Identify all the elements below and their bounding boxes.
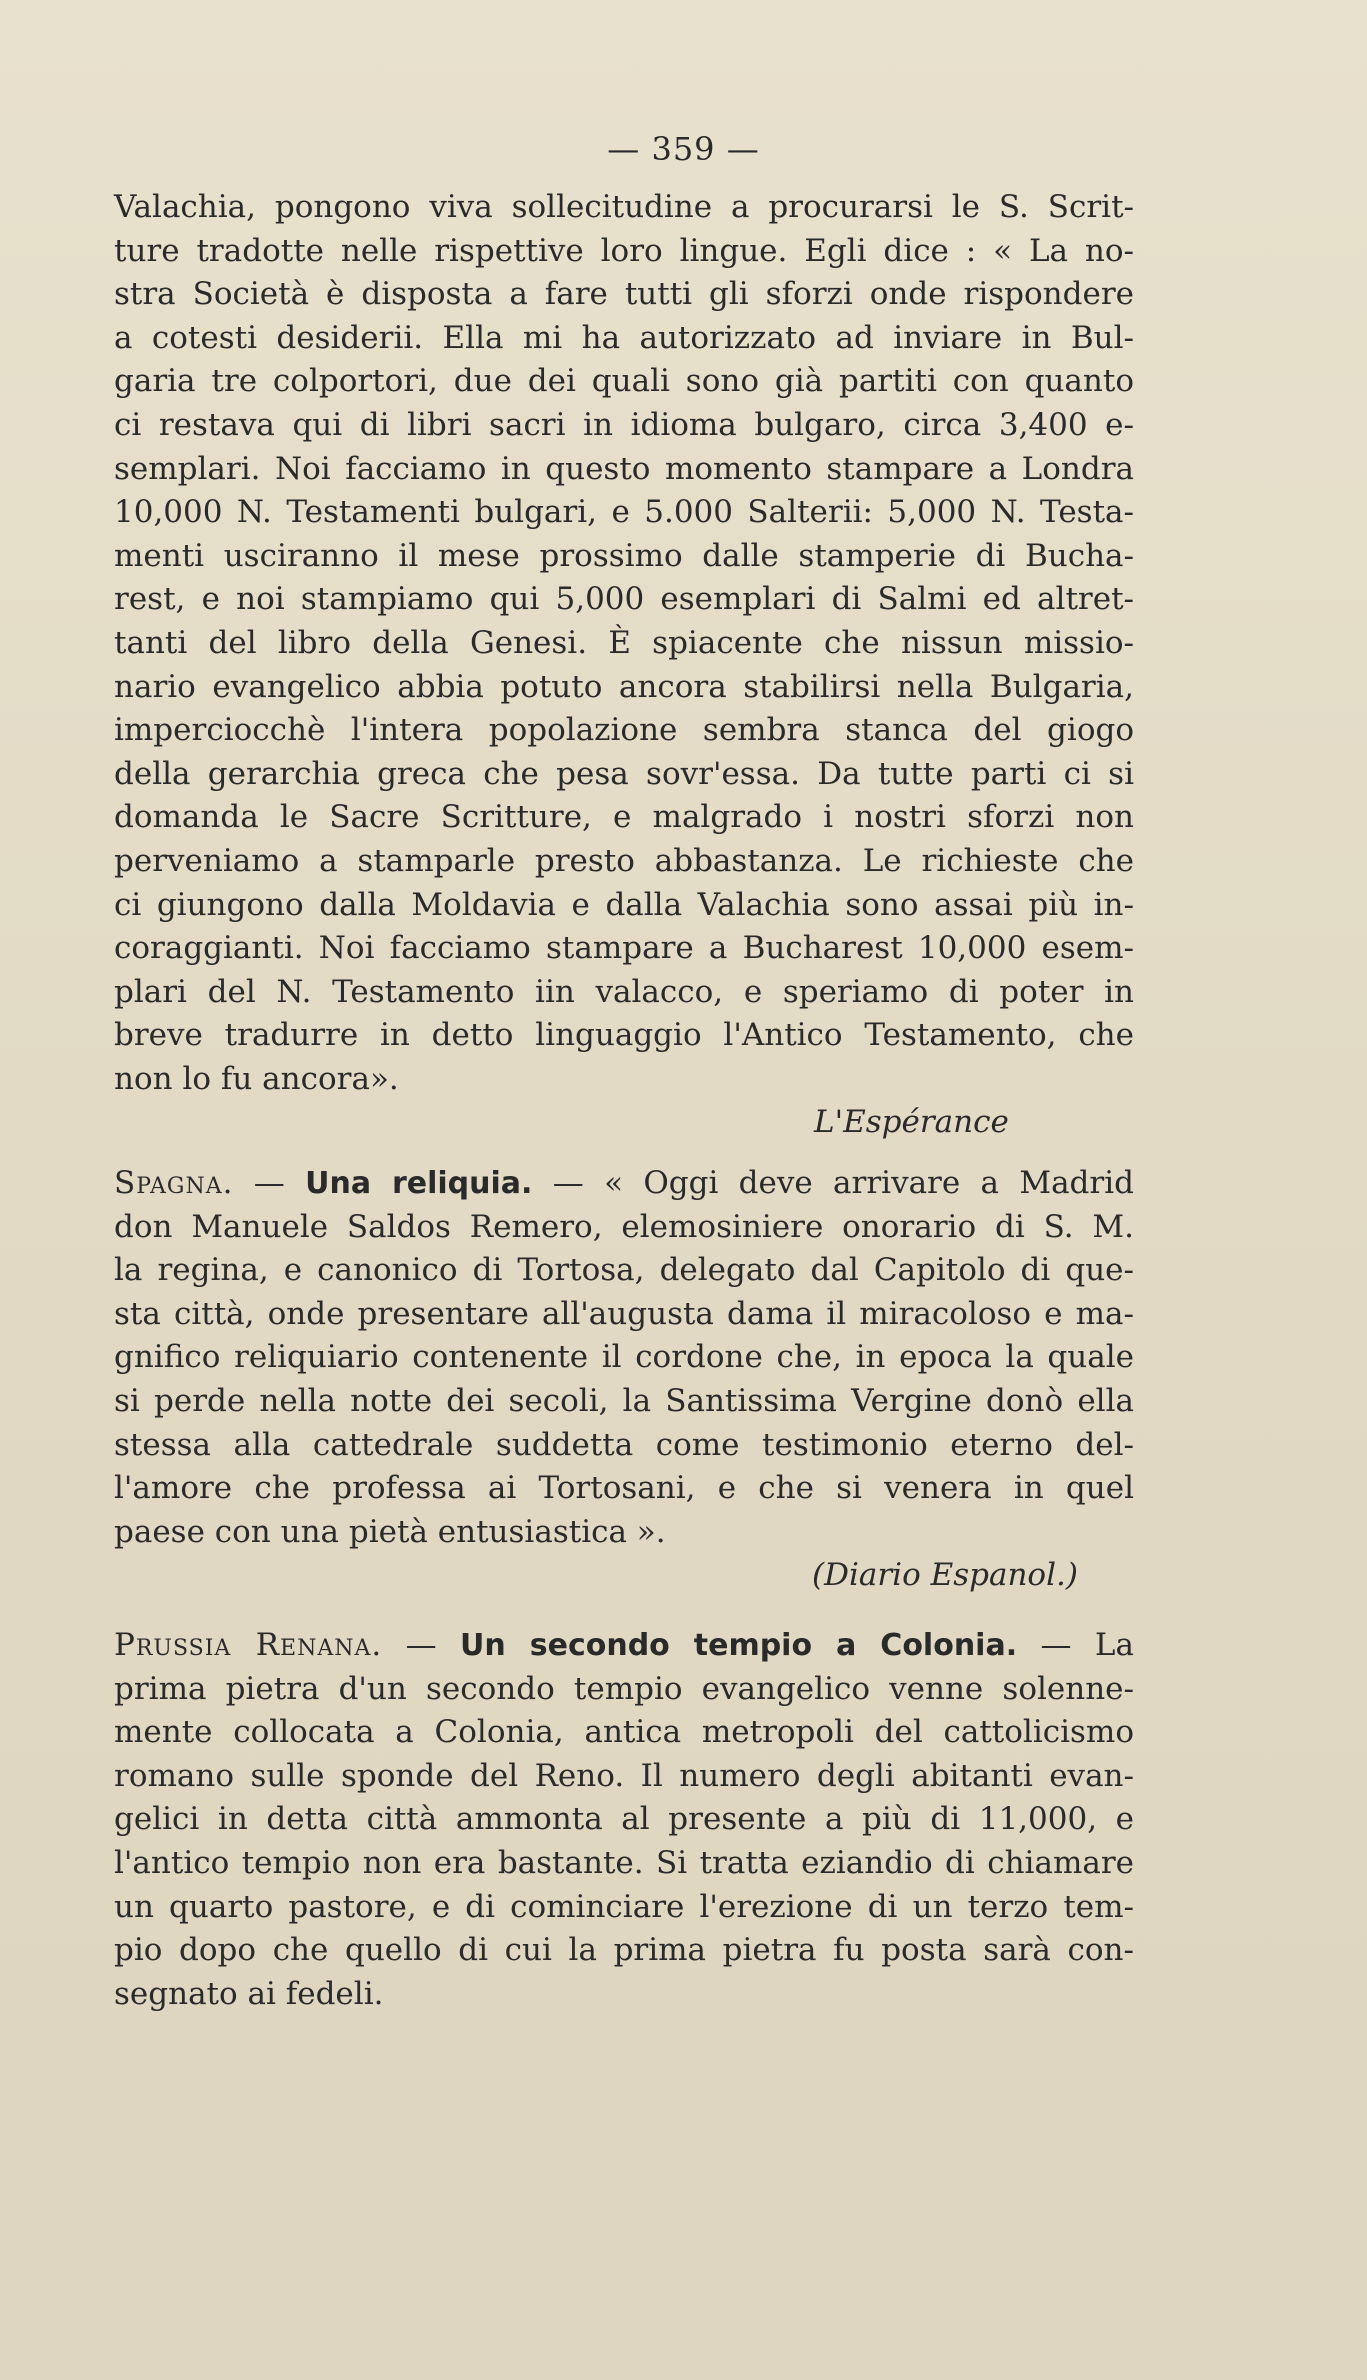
text-line: sta città, onde presentare all'augusta dama il miracoloso e ma- xyxy=(114,1295,1134,1332)
text-line: romano sulle sponde del Reno. Il numero degli abitanti evan- xyxy=(114,1757,1134,1794)
text-line: tanti del libro della Genesi. È spiacente che nissun missio- xyxy=(114,624,1134,661)
text-line: semplari. Noi facciamo in questo momento stampare a Londra xyxy=(114,450,1134,487)
article-bulgaria-bible-society xyxy=(114,186,1134,1145)
article-heading-relic: Una reliquia. xyxy=(305,1166,533,1201)
text-line: l'antico tempio non era bastante. Si tratta eziandio di chiamare xyxy=(114,1844,1134,1881)
text-line: breve tradurre in detto linguaggio l'Antico Testamento, che xyxy=(114,1017,1134,1054)
text-line: la regina, e canonico di Tortosa, delegato dal Capitolo di que- xyxy=(114,1252,1134,1289)
text-line: si perde nella notte dei secoli, la Santissima Vergine donò ella xyxy=(114,1382,1134,1419)
text-line: domanda le Sacre Scritture, e malgrado i nostri sforzi non xyxy=(114,799,1134,836)
country-label-spain: Spagna. xyxy=(114,1165,234,1201)
first-line-text: La xyxy=(1094,1627,1134,1663)
text-line: stra Società è disposta a fare tutti gli sforzi onde rispondere xyxy=(114,276,1134,313)
text-line: menti usciranno il mese prossimo dalle stamperie di Bucha- xyxy=(114,537,1134,574)
source-attribution-diario-espanol: (Diario Espanol.) xyxy=(812,1557,1078,1594)
text-line: prima pietra d'un secondo tempio evangelico venne solenne- xyxy=(114,1670,1134,1707)
article-3-first-line xyxy=(114,1624,1134,1668)
text-line: ture tradotte nelle rispettive loro lingue. Egli dice : « La no- xyxy=(114,232,1134,269)
source-attribution-esperance: L'Espérance xyxy=(814,1104,1009,1141)
dash: — xyxy=(1017,1627,1095,1663)
text-line: 10,000 N. Testamenti bulgari, e 5.000 Salterii: 5,000 N. Testa- xyxy=(114,494,1134,531)
text-line: perveniamo a stamparle presto abbastanza. Le richieste che xyxy=(114,842,1134,879)
text-line: ci giungono dalla Moldavia e dalla Valachia sono assai più in- xyxy=(114,886,1134,923)
text-line: ci restava qui di libri sacri in idioma bulgaro, circa 3,400 e- xyxy=(114,406,1134,443)
article-3-body xyxy=(114,1668,1134,2017)
text-line: l'amore che professa ai Tortosani, e che si venera in quel xyxy=(114,1470,1134,1507)
text-line: stessa alla cattedrale suddetta come testimonio eterno del- xyxy=(114,1426,1134,1463)
text-line: don Manuele Saldos Remero, elemosiniere onorario di S. M. xyxy=(114,1208,1134,1245)
text-line: nario evangelico abbia potuto ancora stabilirsi nella Bulgaria, xyxy=(114,668,1134,705)
page-number: — 359 — xyxy=(607,130,760,168)
text-line: a cotesti desiderii. Ella mi ha autorizzato ad inviare in Bul- xyxy=(114,319,1134,356)
dash: — xyxy=(382,1627,461,1663)
first-line-text: « Oggi deve arrivare a Madrid xyxy=(604,1165,1134,1201)
article-spain-relic xyxy=(114,1162,1134,1598)
text-line: gnifico reliquiario contenente il cordone che, in epoca la quale xyxy=(114,1339,1134,1376)
text-line: plari del N. Testamento iin valacco, e speriamo di poter in xyxy=(114,973,1134,1010)
text-line: segnato ai fedeli. xyxy=(114,1975,384,2012)
text-line: pio dopo che quello di cui la prima pietra fu posta sarà con- xyxy=(114,1932,1134,1969)
article-2-body xyxy=(114,1206,1134,1555)
text-line: garia tre colportori, due dei quali sono già partiti con quanto xyxy=(114,363,1134,400)
text-line: non lo fu ancora». xyxy=(114,1060,399,1097)
text-line: paese con una pietà entusiastica ». xyxy=(114,1513,666,1550)
article-heading-cologne-temple: Un secondo tempio a Colonia. xyxy=(460,1628,1018,1663)
dash: — xyxy=(532,1165,605,1201)
text-line: gelici in detta città ammonta al presente a più di 11,000, e xyxy=(114,1801,1134,1838)
article-1-body xyxy=(114,186,1134,1101)
text-line: Valachia, pongono viva sollecitudine a procurarsi le S. Scrit- xyxy=(114,189,1134,225)
country-label-rhenish-prussia: Prussia Renana. xyxy=(114,1627,383,1663)
text-line: imperciocchè l'intera popolazione sembra stanca del giogo xyxy=(114,712,1134,749)
dash: — xyxy=(233,1165,306,1201)
text-line: un quarto pastore, e di cominciare l'erezione di un terzo tem- xyxy=(114,1888,1134,1925)
text-line: rest, e noi stampiamo qui 5,000 esemplari di Salmi ed altret- xyxy=(114,581,1134,618)
article-2-first-line xyxy=(114,1162,1134,1206)
text-line: coraggianti. Noi facciamo stampare a Bucharest 10,000 esem- xyxy=(114,930,1134,967)
text-line: mente collocata a Colonia, antica metropoli del cattolicismo xyxy=(114,1714,1134,1751)
text-line: della gerarchia greca che pesa sovr'essa. Da tutte parti ci si xyxy=(114,755,1134,792)
article-rhenish-prussia-cologne xyxy=(114,1624,1134,2016)
